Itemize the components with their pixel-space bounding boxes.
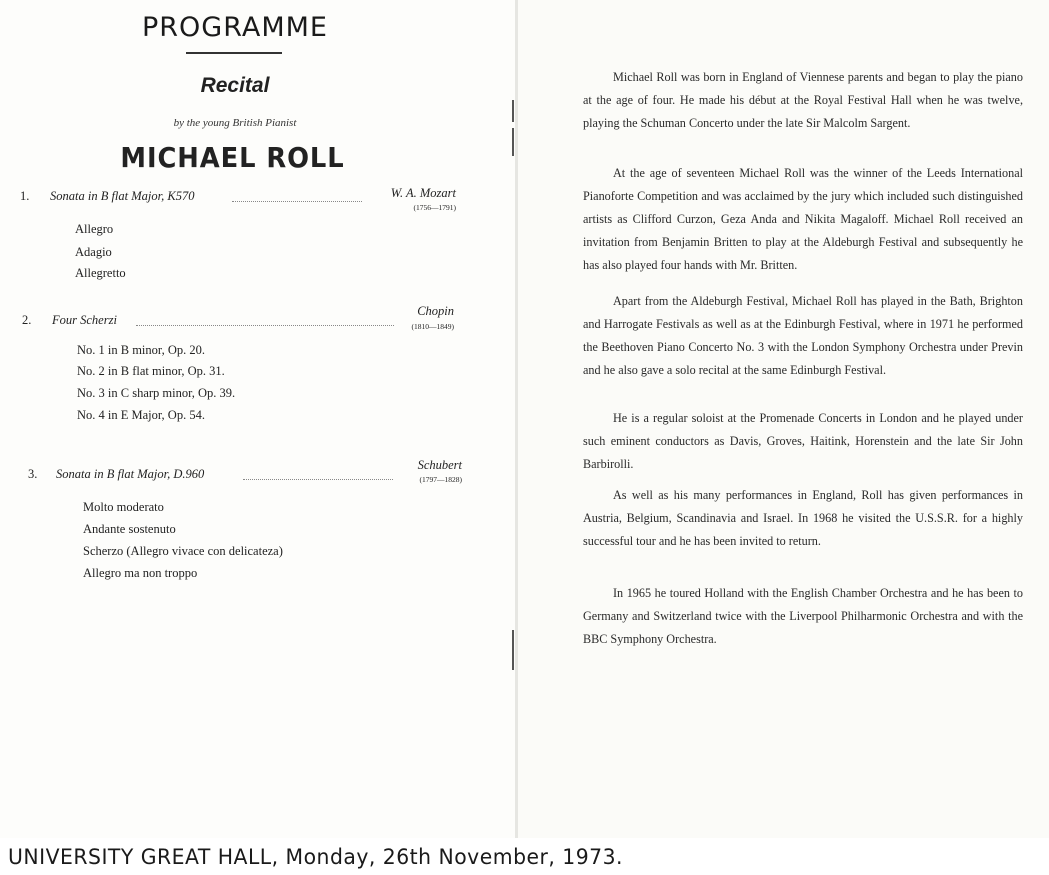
movement: No. 1 in B minor, Op. 20. <box>77 343 205 357</box>
work-title: Four Scherzi <box>52 313 117 327</box>
item-number: 2. <box>22 313 32 327</box>
programme-item <box>0 186 470 212</box>
composer-dates: (1810—1849) <box>411 322 454 331</box>
movement: Molto moderato <box>83 500 164 514</box>
composer-name: Chopin <box>417 304 454 318</box>
composer-dates: (1797—1828) <box>419 475 462 484</box>
programme-item <box>0 458 470 487</box>
biography-paragraph <box>583 162 1023 277</box>
work-title: Sonata in B flat Major, D.960 <box>56 467 205 481</box>
bio-text: At the age of seventeen Michael Roll was the winner of the Leeds International Pianoforte Competition and was acclaimed by the jury which included such distinguished artists as Clifford Curzon, Geza Anda and Nikita Magaloff. Michael Roll received an invitation from Benjamin Britten to play at the Aldeburgh Festival and subsequently he has also played four hands with Mr. Britten. <box>583 166 1023 272</box>
movement: Adagio <box>75 245 112 259</box>
movement: No. 2 in B flat minor, Op. 31. <box>77 364 225 378</box>
biography-paragraph <box>583 582 1023 651</box>
leader-dots <box>243 479 393 480</box>
programme-heading: PROGRAMME <box>141 12 328 43</box>
composer-name: W. A. Mozart <box>390 186 456 200</box>
artist-name: MICHAEL ROLL <box>120 141 345 174</box>
movement: Scherzo (Allegro vivace con delicateza) <box>83 544 283 558</box>
programme-item <box>0 304 470 333</box>
fold-mark <box>512 128 514 156</box>
heading-rule <box>186 52 282 54</box>
bio-text: As well as his many performances in England, Roll has given performances in Austria, Belgium, Scandinavia and Israel. In 1968 he visited the U.S.S.R. for a highly successful tour and he has been invited to return. <box>583 488 1023 548</box>
movement: Andante sostenuto <box>83 522 176 536</box>
fold-mark <box>512 630 514 670</box>
bio-text: In 1965 he toured Holland with the English Chamber Orchestra and he has been to Germany and Switzerland twice with the Liverpool Philharmonic Orchestra and with the BBC Symphony Orchestra. <box>583 586 1023 646</box>
movement: Allegretto <box>75 266 126 280</box>
fold-mark <box>512 100 514 122</box>
biography-paragraph <box>583 66 1023 135</box>
bio-text: Apart from the Aldeburgh Festival, Michael Roll has played in the Bath, Brighton and Harrogate Festivals as well as at the Edinburgh Festival, where in 1971 he performed the Beethoven Piano Concerto No. 3 with the London Symphony Orchestra under Previn and he also gave a solo recital at the same Edinburgh Festival. <box>583 294 1023 377</box>
item-number: 3. <box>28 467 38 481</box>
movement: No. 3 in C sharp minor, Op. 39. <box>77 386 236 400</box>
movement: No. 4 in E Major, Op. 54. <box>77 408 205 422</box>
venue-date-caption: UNIVERSITY GREAT HALL, Monday, 26th November, 1973. <box>8 845 624 869</box>
composer-dates: (1756—1791) <box>413 203 456 212</box>
biography-paragraph <box>583 407 1023 476</box>
footer-strip <box>0 838 1049 875</box>
biography-paragraph <box>583 484 1023 553</box>
movement: Allegro ma non troppo <box>83 566 198 580</box>
bio-text: He is a regular soloist at the Promenade Concerts in London and he played under such eminent conductors as Davis, Groves, Haitink, Horenstein and the late Sir John Barbirolli. <box>583 411 1023 471</box>
leader-dots <box>232 201 362 202</box>
bio-text: Michael Roll was born in England of Viennese parents and began to play the piano at the age of four. He made his début at the Royal Festival Hall when he was twelve, playing the Schuman Concerto under the late Sir Malcolm Sargent. <box>583 70 1023 130</box>
movement: Allegro <box>75 222 114 236</box>
composer-name: Schubert <box>417 458 462 472</box>
biography-paragraph <box>583 290 1023 382</box>
item-number: 1. <box>20 189 30 203</box>
work-title: Sonata in B flat Major, K570 <box>50 189 195 203</box>
leader-dots <box>136 325 394 326</box>
byline: by the young British Pianist <box>173 117 297 129</box>
recital-title: Recital <box>200 74 270 97</box>
